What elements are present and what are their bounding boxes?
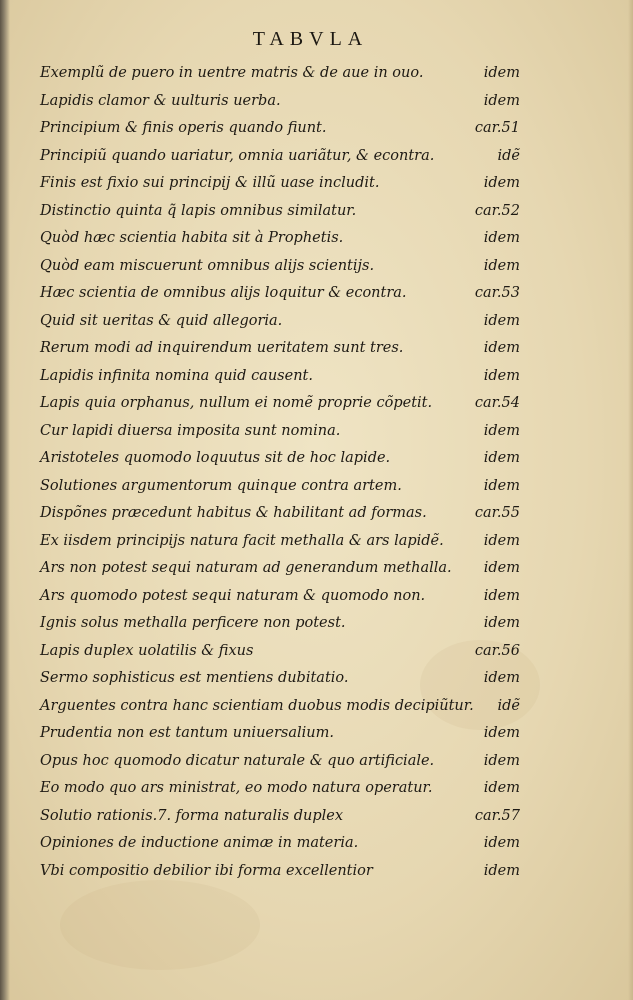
entry-reference: idem [483, 367, 520, 384]
entry-text: Sermo sophisticus est mentiens dubitatio. [40, 670, 349, 686]
entry-text: Rerum modi ad inquirendum ueritatem sunt tres. [40, 340, 404, 356]
entry-reference: idem [483, 725, 520, 741]
entry-reference: idem [483, 422, 520, 439]
entry-reference: idem [483, 532, 520, 549]
entry-reference: idem [483, 477, 520, 494]
entry-text: Quid sit ueritas & quid allegoria. [40, 312, 283, 329]
entry-reference: idem [483, 780, 520, 796]
entry-reference: idem [483, 175, 520, 191]
index-entries [40, 60, 520, 885]
index-entry [40, 610, 520, 638]
index-entry [40, 528, 520, 556]
entry-text: Dispõnes præcedunt habitus & habilitant ad formas. [40, 505, 427, 521]
entry-text: Opus hoc quomodo dicatur naturale & quo artificiale. [40, 752, 435, 769]
entry-reference: car.53 [474, 285, 520, 301]
entry-reference: car.57 [474, 807, 520, 824]
paper-stain [60, 880, 260, 970]
index-entry [40, 445, 520, 473]
page-edge [628, 0, 633, 1000]
page-gutter-shadow [0, 0, 10, 1000]
entry-text: Distinctio quinta q̃ lapis omnibus similatur. [40, 202, 357, 219]
index-entry [40, 363, 520, 391]
entry-reference: idem [483, 340, 520, 356]
index-entry [40, 418, 520, 446]
index-entry [40, 693, 520, 721]
entry-text: Principiũ quando uariatur, omnia uariãtur, & econtra. [40, 147, 435, 164]
index-entry [40, 335, 520, 363]
index-entry [40, 830, 520, 858]
entry-reference: car.52 [474, 202, 520, 219]
entry-text: Quòd eam miscuerunt omnibus alijs scientijs. [40, 257, 375, 274]
index-entry [40, 170, 520, 198]
index-entry [40, 308, 520, 336]
index-entry [40, 253, 520, 281]
entry-text: Vbi compositio debilior ibi forma excellentior [40, 862, 373, 879]
entry-text: Lapidis clamor & uulturis uerba. [40, 92, 281, 109]
entry-reference: idem [483, 560, 520, 576]
index-entry [40, 390, 520, 418]
entry-text: Lapidis infinita nomina quid causent. [40, 367, 313, 384]
index-entry [40, 225, 520, 253]
entry-text: Exemplũ de puero in uentre matris & de aue in ouo. [40, 65, 424, 81]
entry-reference: idem [483, 835, 520, 851]
index-entry [40, 583, 520, 611]
entry-reference: car.54 [474, 395, 520, 411]
entry-text: Ignis solus methalla perficere non potest. [40, 615, 346, 631]
index-entry [40, 115, 520, 143]
entry-reference: idem [483, 92, 520, 109]
entry-text: Ars quomodo potest sequi naturam & quomodo non. [40, 587, 426, 604]
entry-reference: car.56 [474, 642, 520, 659]
entry-text: Prudentia non est tantum uniuersalium. [40, 725, 334, 741]
entry-reference: idem [483, 312, 520, 329]
entry-reference: idem [483, 670, 520, 686]
index-entry [40, 638, 520, 666]
entry-reference: idẽ [497, 697, 520, 714]
index-entry [40, 858, 520, 886]
entry-reference: car.55 [474, 505, 520, 521]
entry-text: Quòd hæc scientia habita sit à Prophetis. [40, 230, 344, 246]
index-entry [40, 143, 520, 171]
index-entry [40, 803, 520, 831]
index-entry [40, 748, 520, 776]
index-entry [40, 720, 520, 748]
entry-text: Lapis duplex uolatilis & fixus [40, 642, 254, 659]
entry-reference: idem [483, 587, 520, 604]
entry-text: Hæc scientia de omnibus alijs loquitur & econtra. [40, 285, 407, 301]
entry-text: Aristoteles quomodo loquutus sit de hoc lapide. [40, 450, 391, 466]
index-entry [40, 775, 520, 803]
entry-text: Cur lapidi diuersa imposita sunt nomina. [40, 422, 341, 439]
entry-text: Solutio rationis.7. forma naturalis duplex [40, 807, 344, 824]
index-entry [40, 280, 520, 308]
entry-text: Solutiones argumentorum quinque contra artem. [40, 477, 402, 494]
entry-text: Principium & finis operis quando fiunt. [40, 120, 327, 136]
index-entry [40, 198, 520, 226]
index-entry [40, 665, 520, 693]
entry-text: Ex iisdem principijs natura facit methalla & ars lapidẽ. [40, 532, 444, 549]
entry-text: Lapis quia orphanus, nullum ei nomẽ proprie cõpetit. [40, 395, 433, 411]
running-head: TABVLA [252, 28, 369, 50]
index-entry [40, 88, 520, 116]
entry-reference: idẽ [497, 147, 520, 164]
entry-text: Opiniones de inductione animæ in materia. [40, 835, 359, 851]
index-entry [40, 500, 520, 528]
index-entry [40, 555, 520, 583]
entry-reference: idem [483, 615, 520, 631]
entry-reference: idem [483, 450, 520, 466]
index-entry [40, 60, 520, 88]
entry-text: Finis est fixio sui principij & illũ uase includit. [40, 175, 380, 191]
entry-reference: idem [483, 230, 520, 246]
entry-reference: car.51 [474, 120, 520, 136]
entry-reference: idem [483, 862, 520, 879]
entry-text: Eo modo quo ars ministrat, eo modo natura operatur. [40, 780, 433, 796]
entry-reference: idem [483, 257, 520, 274]
entry-reference: idem [483, 752, 520, 769]
entry-reference: idem [483, 65, 520, 81]
index-entry [40, 473, 520, 501]
entry-text: Ars non potest sequi naturam ad generandum methalla. [40, 560, 452, 576]
entry-text: Arguentes contra hanc scientiam duobus modis decipiũtur. [40, 697, 474, 714]
